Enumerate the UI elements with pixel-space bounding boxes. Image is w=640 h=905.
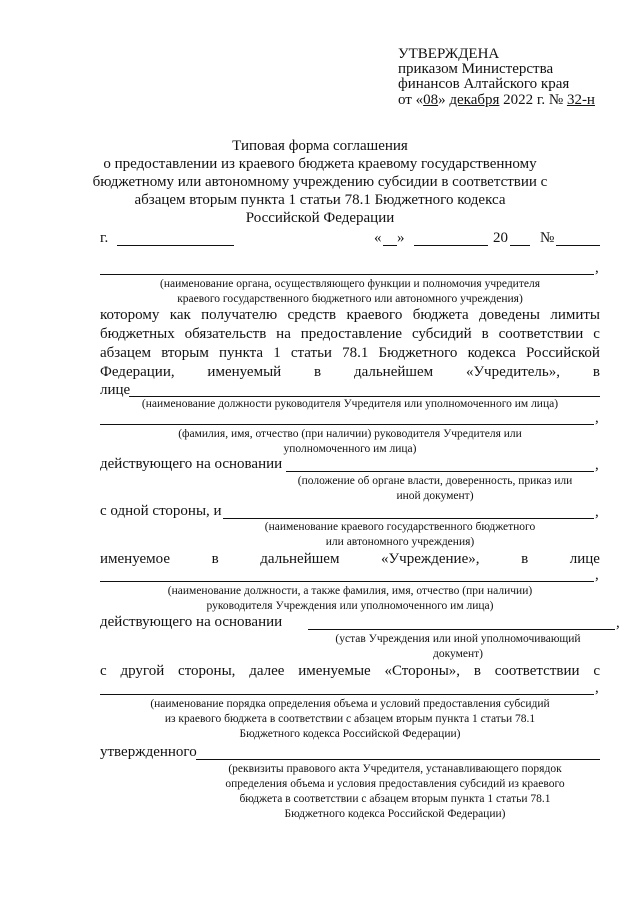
one-side-label: с одной стороны, и [100, 503, 222, 519]
charter-field[interactable] [308, 629, 615, 630]
comma: , [595, 567, 599, 583]
comma: , [595, 680, 599, 696]
paragraph-line: Федерации, именуемый в дальнейшем «Учредитель», в [100, 364, 600, 380]
day-field[interactable] [383, 245, 397, 246]
procedure-caption: (наименование порядка определения объема и условий предоставления субсидий [150, 698, 550, 710]
form-title-line-2: о предоставлении из краевого бюджета краевому государственному [103, 156, 537, 172]
form-title-line-4: абзацем вторым пункта 1 статьи 78.1 Бюджетного кодекса [134, 192, 506, 208]
institution-head-caption: (наименование должности, а также фамилия, имя, отчество (при наличии) [167, 585, 533, 597]
city-label: г. [100, 230, 109, 246]
legal-act-caption-line-3: бюджета в соответствии с абзацем вторым пункта 1 статьи 78.1 [239, 793, 551, 805]
organ-caption: (наименование органа, осуществляющего функции и полномочия учредителя [160, 278, 540, 290]
comma: , [595, 410, 599, 426]
date-prefix: от « [398, 92, 424, 108]
paragraph-line: бюджетных обязательств на предоставление субсидий в соответствии с [100, 326, 600, 342]
legal-act-caption-line-4: Бюджетного кодекса Российской Федерации) [284, 808, 506, 820]
procedure-caption-line-2: из краевого бюджета в соответствии с абзацем вторым пункта 1 статьи 78.1 [164, 713, 536, 725]
institution-head-field[interactable] [100, 581, 594, 582]
year-field[interactable] [510, 245, 530, 246]
charter-caption-line-2: документ) [432, 648, 483, 660]
acting-basis-label: действующего на основании [100, 456, 283, 472]
order-number: 32-н [566, 92, 595, 108]
fio-field[interactable] [100, 424, 594, 425]
city-field[interactable] [117, 245, 234, 246]
paragraph-line: которому как получателю средств краевого бюджета доведены лимиты [100, 307, 600, 323]
organ-caption-line-2: краевого государственного бюджетного или автономного учреждения) [177, 293, 523, 305]
approval-title: УТВЕРЖДЕНА [398, 46, 500, 62]
acting-basis-label-2: действующего на основании [100, 614, 283, 630]
institution-field[interactable] [223, 518, 594, 519]
procedure-caption-line-3: Бюджетного кодекса Российской Федерации) [239, 728, 461, 740]
year-label: 20 [493, 230, 508, 246]
organ-field[interactable] [100, 274, 594, 275]
procedure-field[interactable] [100, 694, 594, 695]
named-institution-line: именуемое в дальнейшем «Учреждение», в лице [100, 551, 600, 567]
institution-head-caption-line-2: руководителя Учреждения или уполномоченного им лица) [206, 600, 494, 612]
legal-act-caption: (реквизиты правового акта Учредителя, устанавливающего порядок [228, 763, 562, 775]
comma: , [595, 504, 599, 520]
basis-caption: (положение об органе власти, доверенность, приказ или [297, 475, 573, 487]
institution-caption-line-2: или автономного учреждения) [325, 536, 475, 548]
basis-field[interactable] [286, 471, 594, 472]
number-label: № [540, 230, 555, 246]
month-field[interactable] [414, 245, 488, 246]
lico-label: лице [100, 382, 131, 398]
date-day: 08 [423, 92, 439, 108]
number-field[interactable] [556, 245, 600, 246]
form-title-line-3: бюджетному или автономному учреждению субсидии в соответствии с [92, 174, 548, 190]
paragraph-line: абзацем вторым пункта 1 статьи 78.1 Бюджетного кодекса Российской [100, 345, 600, 361]
quote-open: « [374, 230, 382, 246]
comma: , [595, 260, 599, 276]
form-title-line-5: Российской Федерации [245, 210, 395, 226]
institution-caption: (наименование краевого государственного бюджетного [264, 521, 536, 533]
date-mid: » [438, 92, 450, 108]
approval-line-1: приказом Министерства [398, 61, 554, 77]
form-title: Типовая форма соглашения [232, 138, 408, 154]
approval-date-line [398, 92, 595, 109]
fio-caption-line-2: уполномоченного им лица) [283, 443, 417, 455]
legal-act-field[interactable] [196, 759, 600, 760]
basis-caption-line-2: иной документ) [396, 490, 474, 502]
fio-caption: (фамилия, имя, отчество (при наличии) руководителя Учредителя или [178, 428, 522, 440]
position-caption: (наименование должности руководителя Учредителя или уполномоченного им лица) [141, 398, 559, 410]
legal-act-caption-line-2: определения объема и условия предоставления субсидий из краевого [225, 778, 565, 790]
date-month: декабря [449, 92, 500, 108]
approval-line-2: финансов Алтайского края [398, 76, 570, 92]
date-tail: 2022 г. № [499, 92, 567, 108]
comma: , [595, 457, 599, 473]
charter-caption: (устав Учреждения или иной уполномочивающий [335, 633, 581, 645]
approved-label: утвержденного [100, 744, 197, 760]
comma: , [616, 615, 620, 631]
other-side-line: с другой стороны, далее именуемые «Стороны», в соответствии с [100, 663, 600, 679]
quote-close: » [397, 230, 405, 246]
